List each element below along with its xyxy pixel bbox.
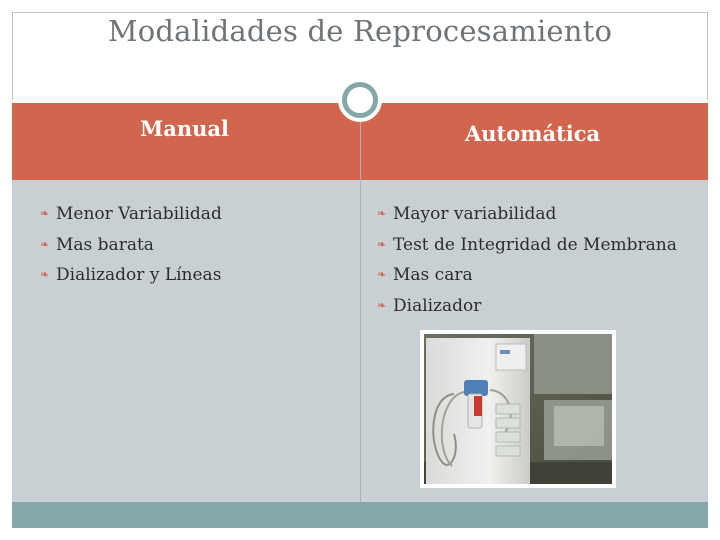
- list-item: [377, 199, 677, 230]
- slide-title: Modalidades de Reprocesamiento: [107, 14, 613, 48]
- list-item: [40, 260, 222, 291]
- machine-photo-illustration: [424, 334, 612, 484]
- list-item: [40, 230, 222, 261]
- list-item-text: Mas cara: [393, 265, 473, 285]
- machine-photo: [420, 330, 616, 488]
- leaf-bullet-icon: ❧: [40, 207, 50, 220]
- list-item-text: Dializador y Líneas: [56, 265, 222, 285]
- list-item-text: Test de Integridad de Membrana: [393, 234, 677, 255]
- circle-ring: [342, 82, 378, 118]
- list-item-text: Dializador: [393, 295, 482, 316]
- center-circle-ornament: [338, 78, 382, 122]
- list-item-text: Mayor variabilidad: [393, 204, 557, 224]
- leaf-bullet-icon: ❧: [377, 268, 387, 281]
- leaf-bullet-icon: ❧: [40, 268, 50, 281]
- list-item: [377, 291, 677, 322]
- leaf-bullet-icon: ❧: [377, 237, 387, 251]
- manual-list: [40, 199, 222, 291]
- column-heading-manual: Manual: [140, 116, 229, 141]
- list-item-text: Mas barata: [56, 234, 154, 255]
- leaf-bullet-icon: ❧: [40, 237, 50, 251]
- list-item: [40, 199, 222, 230]
- list-item-text: Menor Variabilidad: [56, 204, 222, 224]
- list-item: [377, 230, 677, 261]
- leaf-bullet-icon: ❧: [377, 298, 387, 312]
- list-item: [377, 260, 677, 291]
- footer-band: [12, 502, 708, 528]
- leaf-bullet-icon: ❧: [377, 207, 387, 220]
- column-divider: [360, 100, 361, 502]
- column-heading-automatica: Automática: [465, 121, 601, 146]
- automatica-list: [377, 199, 677, 321]
